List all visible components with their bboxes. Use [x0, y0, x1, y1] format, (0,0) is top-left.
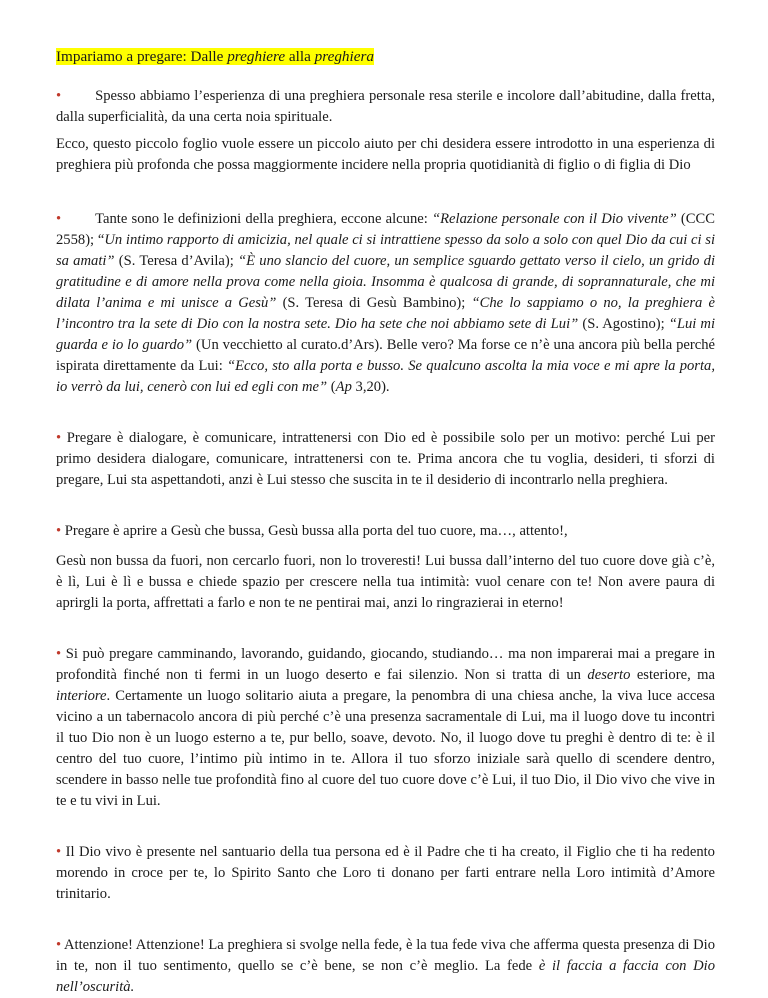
document-page	[56, 46, 715, 998]
bullet-icon: •	[56, 211, 62, 227]
bullet-icon: •	[56, 523, 62, 539]
paragraph-6: Gesù non bussa da fuori, non cercarlo fuori, non lo troveresti! Lui bussa dall’interno del tuo cuore dove già c’è, è lì, Lui è lì e bussa e chiede spazio per crescere nella tua intimità: vuol cenare con te! Non avere paura di aprirgli la porta, affrettati a farlo e non te ne pentirai mai, anzi lo ringrazierai in eterno!	[56, 553, 715, 611]
title-highlight: Impariamo a pregare: Dalle preghiere alla preghiera	[56, 48, 374, 65]
paragraph-9: • Attenzione! Attenzione! La preghiera si svolge nella fede, è la tua fede viva che afferma questa presenza di Dio in te, non il tuo sentimento, quello se c’è bene, se non c’è meglio. La fede è il faccia a faccia con Dio nell’oscurità.	[56, 937, 716, 995]
bullet-icon: •	[56, 88, 62, 104]
paragraph-1: • Spesso abbiamo l’esperienza di una preghiera personale resa sterile e incolore dall’abitudine, dalla fretta, dalla superficialità, da una certa noia spirituale.	[56, 88, 715, 125]
page-title	[56, 46, 715, 68]
bullet-icon: •	[56, 646, 62, 662]
paragraph-8: • Il Dio vivo è presente nel santuario della tua persona ed è il Padre che ti ha creato, il Figlio che ti ha redento morendo in croce per te, lo Spirito Santo che Loro ti donano per farti entrare nella Loro intimità d’Amore trinitario.	[56, 844, 715, 902]
paragraph-7: • Si può pregare camminando, lavorando, guidando, giocando, studiando… ma non imparerai mai a pregare in profondità finché non ti fermi in un luogo deserto e fai silenzio. Non si tratta di un deserto esteriore, ma interiore. Certamente un luogo solitario aiuta a pregare, la penombra di una chiesa anche, la viva luce accesa vicino a un tabernacolo ancora di più perché c’è una presenza sacramentale di Lui, ma il luogo dove tu incontri il tuo Dio non è un luogo esterno a te, pur bello, soave, devoto. No, il luogo dove tu preghi è dentro di te: è il centro del tuo cuore, l’intimo più intimo in te. Allora il tuo sforzo iniziale sarà quello di scendere dentro, scendere in basso nelle tue profondità fino al cuore del tuo cuore dove c’è Lui, il tuo Dio, il Dio vivo che vive in te e tu vivi in Lui.	[56, 646, 715, 809]
paragraph-4: • Pregare è dialogare, è comunicare, intrattenersi con Dio ed è possibile solo per un motivo: perché Lui per primo desidera dialogare, comunicare, intrattenersi con te. Prima ancora che tu voglia, desideri, ti sforzi di pregare, Lui sta aspettandoti, anzi è Lui stesso che suscita in te il desiderio di incontrarlo nella preghiera.	[56, 430, 715, 488]
bullet-icon: •	[56, 430, 62, 446]
bullet-icon: •	[56, 937, 62, 953]
paragraph-2: Ecco, questo piccolo foglio vuole essere un piccolo aiuto per chi desidera essere introdotto in una esperienza di preghiera più profonda che possa maggiormente incidere nella propria quotidianità di figlio o di figlia di Dio	[56, 136, 715, 173]
paragraph-5: • Pregare è aprire a Gesù che bussa, Gesù bussa alla porta del tuo cuore, ma…, attento!,	[56, 523, 568, 539]
bullet-icon: •	[56, 844, 62, 860]
paragraph-3: • Tante sono le definizioni della preghiera, eccone alcune: “Relazione personale con il Dio vivente” (CCC 2558); “Un intimo rapporto di amicizia, nel quale ci si intrattiene spesso da solo a solo con quel Dio da cui ci si sa amati” (S. Teresa d’Avila); “È uno slancio del cuore, un semplice sguardo gettato verso il cielo, un grido di gratitudine e di amore nella prova come nella gioia. Insomma è qualcosa di grande, di soprannaturale, che mi dilata l’anima e mi unisce a Gesù” (S. Teresa di Gesù Bambino); “Che lo sappiamo o no, la preghiera è l’incontro tra la sete di Dio con la nostra sete. Dio ha sete che noi abbiamo sete di Lui” (S. Agostino); “Lui mi guarda e io lo guardo” (Un vecchietto al curato.d’Ars). Belle vero? Ma forse ce n’è una ancora più bella perché ispirata direttamente da Lui: “Ecco, sto alla porta e busso. Se qualcuno ascolta la mia voce e mi apre la porta, io verrò da lui, cenerò con lui ed egli con me” (Ap 3,20).	[56, 211, 715, 395]
